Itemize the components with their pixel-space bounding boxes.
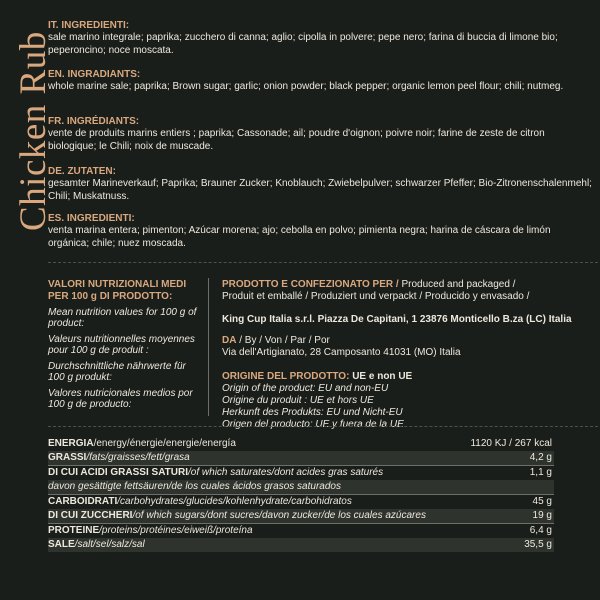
nutrition-translation: Valeurs nutritionnelles moyennes pour 100 g de produit : (48, 334, 195, 356)
ingredients-heading: EN. INGRADIANTS: (48, 69, 141, 80)
origin-heading: ORIGINE DEL PRODOTTO: (222, 371, 350, 382)
nutrient-label-bold: DI CUI ACIDI GRASSI SATURI (48, 467, 189, 478)
nutrient-value: 19 g (482, 509, 554, 524)
nutrient-label-rest: /fats/graisses/fett/grasa (86, 452, 190, 463)
table-row (48, 495, 554, 510)
nutrient-label (48, 495, 482, 510)
table-row (48, 480, 554, 495)
table-row (48, 466, 554, 481)
nutrient-label (48, 524, 482, 539)
nutrient-value (482, 480, 554, 495)
origin-translation: Origin of the product: EU and non-EU (222, 383, 389, 394)
energy-label-rest: /energy/énergie/energie/energía (93, 438, 236, 449)
section-divider (48, 426, 598, 427)
nutrient-label-bold: GRASSI (48, 452, 87, 463)
packer-line (222, 335, 594, 347)
nutrient-value: 35,5 g (482, 538, 554, 552)
table-row (48, 538, 554, 552)
origin-translation: Origine du produit : UE et hors UE (222, 395, 374, 406)
packer-address: Via dell'Artigianato, 28 Camposanto 41031 (MO) Italia (222, 347, 461, 358)
origin-translation: Origen del producto: UE y fuera de la UE (222, 419, 404, 430)
producer-heading-line (222, 279, 594, 291)
packer-label: DA (222, 335, 237, 346)
origin-line (222, 371, 594, 383)
nutrient-label (48, 538, 482, 552)
nutrient-label-rest: /of which sugars/dont sucres/davon zucker/de los cuales azúcares (132, 510, 426, 521)
packer-label-rest: / By / Von / Par / Por (239, 335, 330, 346)
ingredients-de (48, 166, 593, 203)
producer-translations: Produit et emballé / Produziert und verpackt / Producido y envasado / (222, 291, 530, 302)
nutrition-values-info (48, 279, 198, 410)
nutrition-table (48, 437, 554, 552)
table-row (48, 524, 554, 539)
ingredients-it (48, 20, 593, 57)
ingredients-text: venta marina entera; pimenton; Azúcar morena; ajo; cebolla en polvo; pimienta negra; harina de cáscara de limón orgánica; chile; nuez moscada. (48, 225, 551, 249)
nutrient-label-rest: davon gesättigte fettsäuren/de los cuales ácidos grasos saturados (48, 481, 341, 492)
ingredients-heading: FR. INGRÉDIANTS: (48, 116, 140, 127)
nutrient-label (48, 466, 482, 481)
nutrition-translation: Mean nutrition values for 100 g of product: (48, 307, 197, 329)
nutrient-label-rest: /proteins/protéines/eiweiß/proteína (99, 525, 253, 536)
ingredients-text: sale marino integrale; paprika; zucchero di canna; aglio; cipolla in polvere; pepe nero; farina di buccia di limone bio; peperoncino; noce moscata. (48, 32, 558, 56)
ingredients-en (48, 69, 593, 94)
nutrient-label (48, 451, 482, 466)
nutrient-label-rest: /of which saturates/dont acides gras saturés (188, 467, 384, 478)
nutrition-heading-sub: PER 100 g DI PRODOTTO: (48, 290, 173, 302)
ingredients-heading: IT. INGREDIENTI: (48, 20, 130, 31)
nutrition-translation: Durchschnittliche nährwerte für 100 g produkt: (48, 361, 186, 383)
ingredients-heading: ES. INGREDIENTI: (48, 213, 135, 224)
nutrient-value: 45 g (482, 495, 554, 510)
ingredients-text: vente de produits marins entiers ; paprika; Cassonade; ail; poudre d'oignon; poivre noir; farine de zeste de citron biologique; le Chili; noix de muscade. (48, 128, 545, 152)
nutrient-label-bold: CARBOIDRATI (48, 496, 118, 507)
table-row (48, 451, 554, 466)
table-row (48, 509, 554, 524)
energy-label (48, 437, 450, 451)
nutrient-label-rest: /carbohydrates/glucides/kohlenhydrate/carbohidratos (117, 496, 352, 507)
nutrition-heading: VALORI NUTRIZIONALI MEDI (48, 279, 187, 290)
ingredients-es (48, 213, 593, 250)
nutrient-label-bold: DI CUI ZUCCHERI (48, 510, 133, 521)
nutrition-translation: Valores nutricionales medios por 100 g de producto: (48, 388, 193, 410)
energy-value: 1120 KJ / 267 kcal (470, 438, 552, 449)
section-divider (48, 262, 598, 263)
nutrient-label-rest: /salt/sel/salz/sal (74, 539, 145, 550)
producer-info (222, 279, 594, 431)
ingredients-text: whole marine sale; paprika; Brown sugar; garlic; onion powder; black pepper; organic lemon peel flour; chili; nutmeg. (48, 81, 564, 92)
product-title: Chicken Rub (13, 31, 54, 231)
nutrient-label (48, 509, 482, 524)
nutrient-value: 1,1 g (482, 466, 554, 481)
ingredients-text: gesamter Marineverkauf; Paprika; Brauner Zucker; Knoblauch; Zwiebelpulver; schwarzer Pfeffer; Bio-Zitronenschalenmehl; Chili; Muskatnuss. (48, 178, 592, 202)
producer-company: King Cup Italia s.r.l. Piazza De Capitani, 1 23876 Monticello B.za (LC) Italia (222, 314, 572, 325)
origin-translation: Herkunft des Produkts: EU und Nicht-EU (222, 407, 403, 418)
column-divider (208, 278, 209, 416)
ingredients-heading: DE. ZUTATEN: (48, 166, 116, 177)
energy-label-bold: ENERGIA (48, 438, 94, 449)
origin-value: UE e non UE (352, 371, 413, 382)
nutrient-value: 6,4 g (482, 524, 554, 539)
nutrient-label (48, 480, 482, 495)
nutrient-label-bold: PROTEINE (48, 525, 100, 536)
producer-heading-rest: Produced and packaged / (401, 279, 516, 290)
ingredients-fr (48, 116, 593, 153)
energy-row (48, 437, 554, 451)
nutrient-label-bold: SALE (48, 539, 75, 550)
nutrient-value: 4,2 g (482, 451, 554, 466)
producer-heading: PRODOTTO E CONFEZIONATO PER / (222, 279, 399, 290)
